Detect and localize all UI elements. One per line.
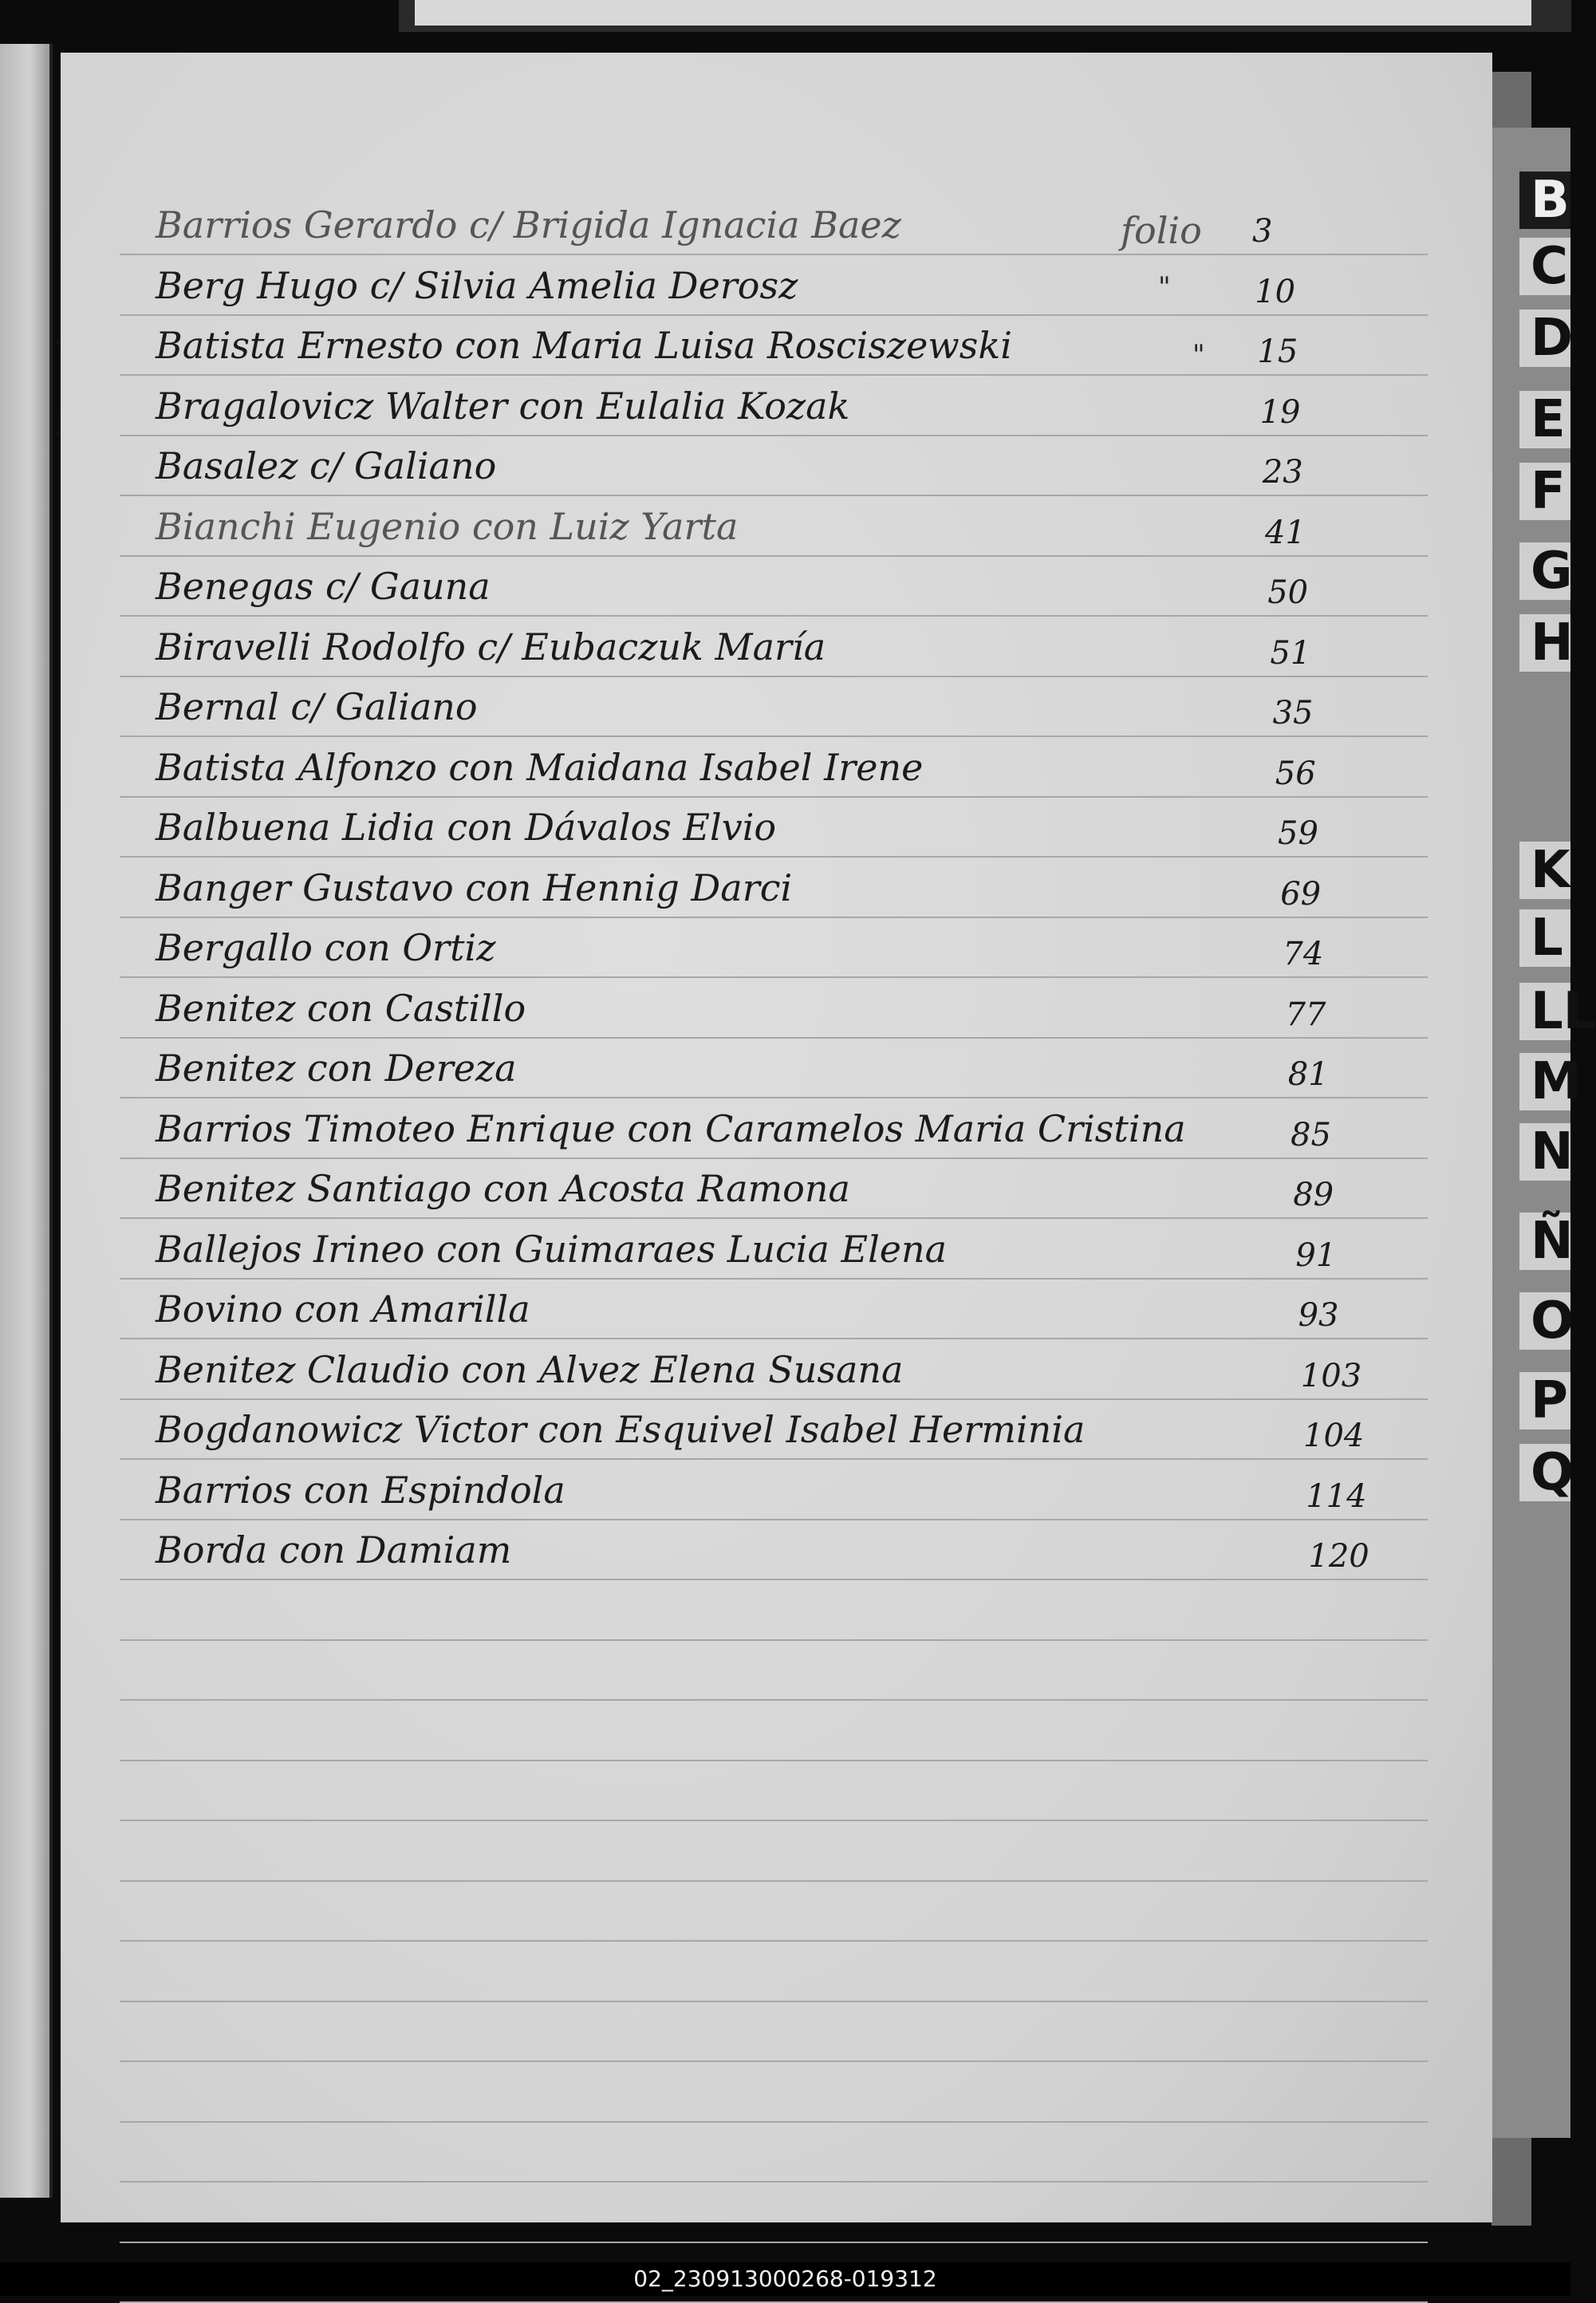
entry-text: Bianchi Eugenio con Luiz Yarta [156,504,739,548]
left-page [0,44,53,2198]
ruled-line [120,1579,1428,1580]
ruled-line [120,2121,1428,2123]
index-tab-o[interactable]: O [1519,1292,1570,1350]
ruled-line [120,976,1428,978]
ruled-line [120,1278,1428,1280]
ruled-line [120,495,1428,496]
index-tab-l[interactable]: L [1519,909,1570,967]
index-tab-b[interactable]: B [1519,172,1570,229]
entry-page-number: 19 [1259,393,1301,431]
entry-text: Barrios con Espindola [156,1468,565,1512]
index-tab-enye[interactable]: Ñ [1519,1213,1570,1270]
entry-text: Balbuena Lidia con Dávalos Elvio [156,806,777,849]
ruled-line [120,735,1428,737]
ruled-line [120,374,1428,376]
entry-page-number: 89 [1293,1177,1334,1213]
index-tab-h[interactable]: H [1519,614,1570,672]
entry-page-number: 51 [1270,634,1311,672]
index-tab-m[interactable]: M [1519,1053,1570,1110]
index-tab-p[interactable]: P [1519,1372,1570,1430]
index-tab-q[interactable]: Q [1519,1444,1570,1501]
ruled-line [120,676,1428,677]
entry-text: Biravelli Rodolfo c/ Eubaczuk María [156,625,826,668]
entry-text: Benitez con Dereza [156,1047,517,1090]
entry-page-number: 74 [1283,936,1324,972]
ruled-line [120,555,1428,557]
entry-text: Basalez c/ Galiano [156,444,497,487]
entry-page-number: 81 [1287,1056,1329,1093]
entry-text: Banger Gustavo con Hennig Darci [156,866,793,909]
ruled-line [120,856,1428,858]
ruled-line [120,1338,1428,1339]
index-tab-ll[interactable]: LL [1519,983,1570,1040]
entry-page-number: 85 [1291,1116,1331,1153]
ruled-line [120,2242,1428,2243]
ruled-line [120,2060,1428,2062]
entry-text: Bragalovicz Walter con Eulalia Kozak [156,384,850,428]
entry-page-number: 77 [1285,996,1326,1033]
ruled-line [120,2181,1428,2183]
entry-text: Bovino con Amarilla [156,1288,530,1331]
entry-text: Bergallo con Ortiz [156,926,496,969]
index-tab-c[interactable]: C [1519,238,1570,295]
folio-label: folio [1121,209,1202,252]
entry-page-number: 103 [1300,1357,1362,1394]
entry-text: Benitez Claudio con Alvez Elena Susana [156,1347,904,1391]
entry-text: Benitez Santiago con Acosta Ramona [156,1167,850,1210]
entry-text: Barrios Timoteo Enrique con Caramelos Maria Cristina [156,1106,1186,1150]
ditto-mark: " [1192,339,1205,371]
entry-page-number: 91 [1295,1236,1337,1274]
index-tab-d[interactable]: D [1519,310,1570,367]
entry-page-number: 15 [1257,333,1298,370]
ruled-line [120,1398,1428,1400]
ruled-line [120,1940,1428,1942]
entry-text: Ballejos Irineo con Guimaraes Lucia Elena [156,1227,948,1271]
ruled-line [120,615,1428,617]
ruled-line [120,1157,1428,1159]
index-tab-k[interactable]: K [1519,842,1570,899]
ruled-line [120,254,1428,255]
entry-page-number: 35 [1272,695,1314,732]
entry-page-number: 93 [1298,1297,1339,1334]
entry-page-number: 56 [1275,755,1316,792]
entry-text: Batista Alfonzo con Maidana Isabel Irene [156,745,924,789]
entry-page-number: 104 [1303,1418,1365,1454]
ruled-line [120,1820,1428,1821]
entry-text: Benitez con Castillo [156,986,526,1030]
ruled-line [120,1880,1428,1882]
ruled-line [120,917,1428,918]
top-page-edge [415,0,1531,26]
ruled-line [120,1760,1428,1761]
index-tab-n[interactable]: N [1519,1123,1570,1181]
entry-text: Bogdanowicz Victor con Esquivel Isabel Herminia [156,1408,1086,1451]
ruled-line [120,1519,1428,1520]
entry-text: Benegas c/ Gauna [156,565,491,608]
entry-text: Bernal c/ Galiano [156,685,478,728]
entry-page-number: 3 [1252,213,1273,250]
ruled-line [120,1458,1428,1460]
ditto-mark: " [1158,271,1171,303]
entry-page-number: 41 [1265,514,1306,551]
entry-page-number: 50 [1267,574,1309,611]
ruled-line [120,1639,1428,1641]
index-tab-g[interactable]: G [1519,542,1570,600]
ruled-line [120,1037,1428,1039]
ruled-line [120,314,1428,316]
image-caption: 02_230913000268-019312 [0,2262,1570,2296]
entry-text: Batista Ernesto con Maria Luisa Rosciszewski [156,324,1012,367]
entry-text: Borda con Damiam [156,1528,512,1571]
entry-page-number: 114 [1306,1477,1367,1515]
ruled-line [120,1097,1428,1098]
entry-text: Barrios Gerardo c/ Brigida Ignacia Baez [156,203,901,246]
ruled-line [120,1217,1428,1219]
entry-text: Berg Hugo c/ Silvia Amelia Derosz [156,263,798,307]
ruled-line [120,2001,1428,2002]
ruled-line [120,1699,1428,1701]
ruled-line [120,796,1428,798]
index-tab-e[interactable]: E [1519,391,1570,448]
ruled-line [120,435,1428,436]
entry-page-number: 10 [1255,273,1296,310]
entry-page-number: 69 [1280,875,1322,913]
index-tab-f[interactable]: F [1519,463,1570,520]
entry-page-number: 59 [1278,815,1318,852]
entry-page-number: 23 [1262,454,1303,491]
entry-page-number: 120 [1308,1538,1369,1575]
